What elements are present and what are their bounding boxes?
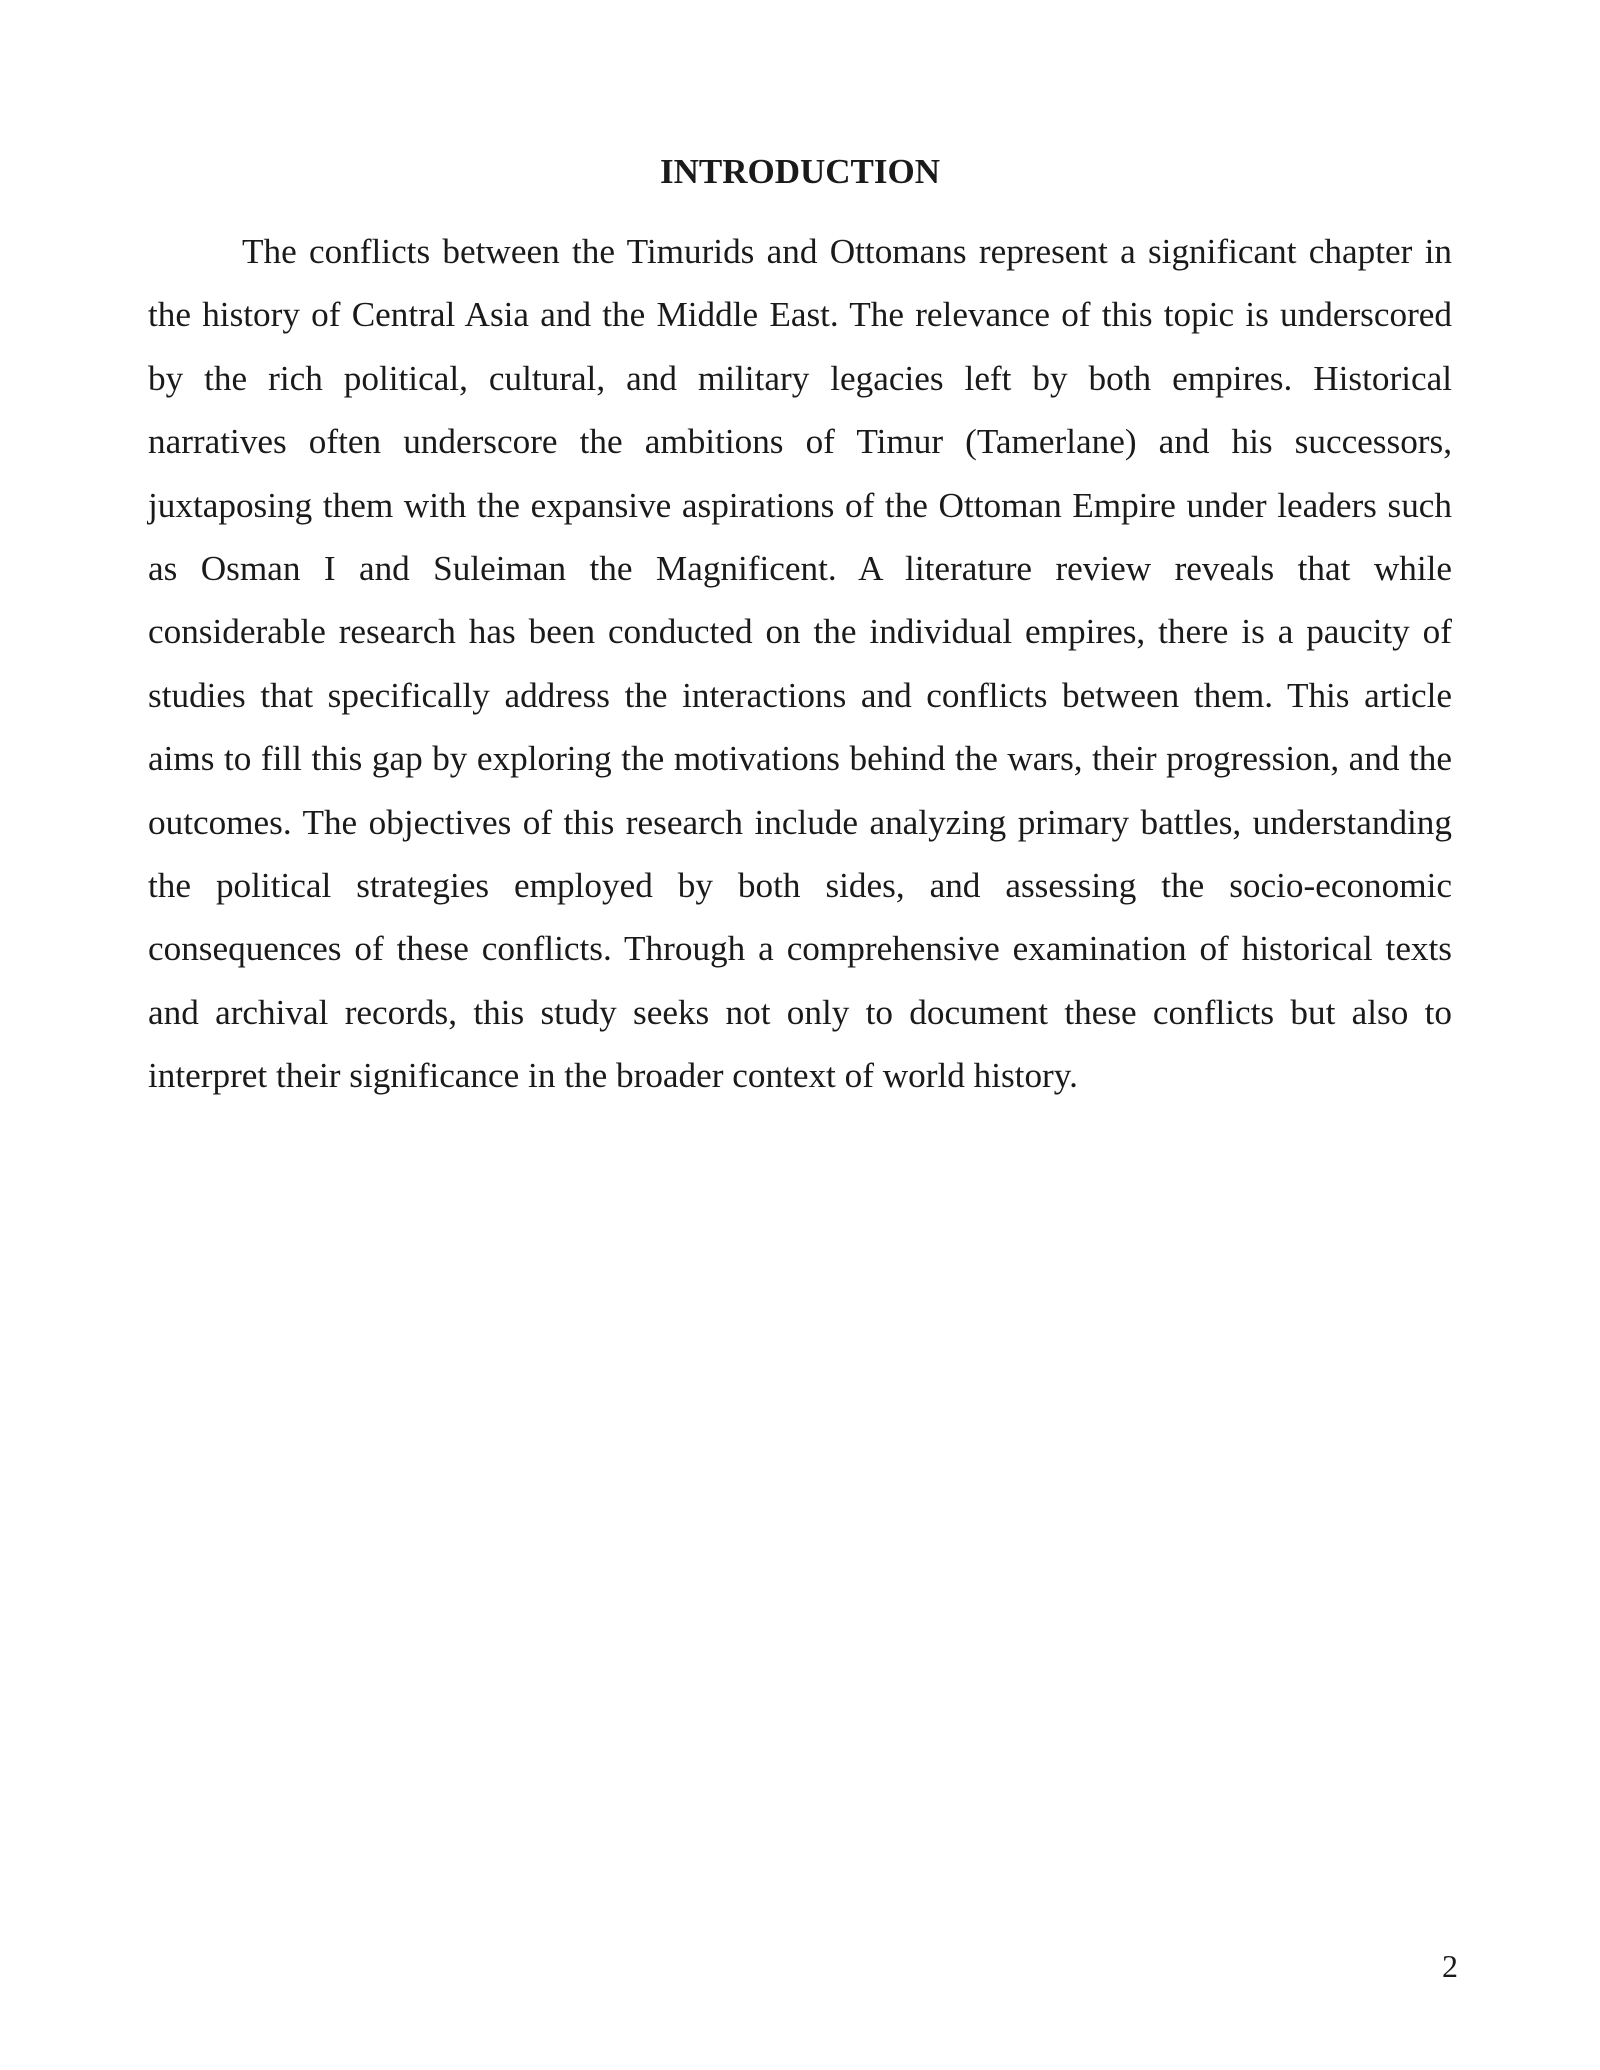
introduction-paragraph: The conflicts between the Timurids and Ottomans represent a significant chapter in the history of Central Asia and the Middle East. The relevance of this topic is underscored by the rich political, cultural, and military legacies left by both empires. Historical narratives often underscore the ambitions of Timur (Tamerlane) and his successors, juxtaposing them with the expansive aspirations of the Ottoman Empire under leaders such as Osman I and Suleiman the Magnificent. A literature review reveals that while considerable research has been conducted on the individual empires, there is a paucity of studies that specifically address the interactions and conflicts between them. This article aims to fill this gap by exploring the motivations behind the wars, their progression, and the outcomes. The objectives of this research include analyzing primary battles, understanding the political strategies employed by both sides, and assessing the socio-economic consequences of these conflicts. Through a comprehensive examination of historical texts and archival records, this study seeks not only to document these conflicts but also to interpret their significance in the broader context of world history. <box>148 232 1452 1096</box>
section-heading: INTRODUCTION <box>659 152 941 191</box>
page-number: 2 <box>1442 1948 1458 1984</box>
